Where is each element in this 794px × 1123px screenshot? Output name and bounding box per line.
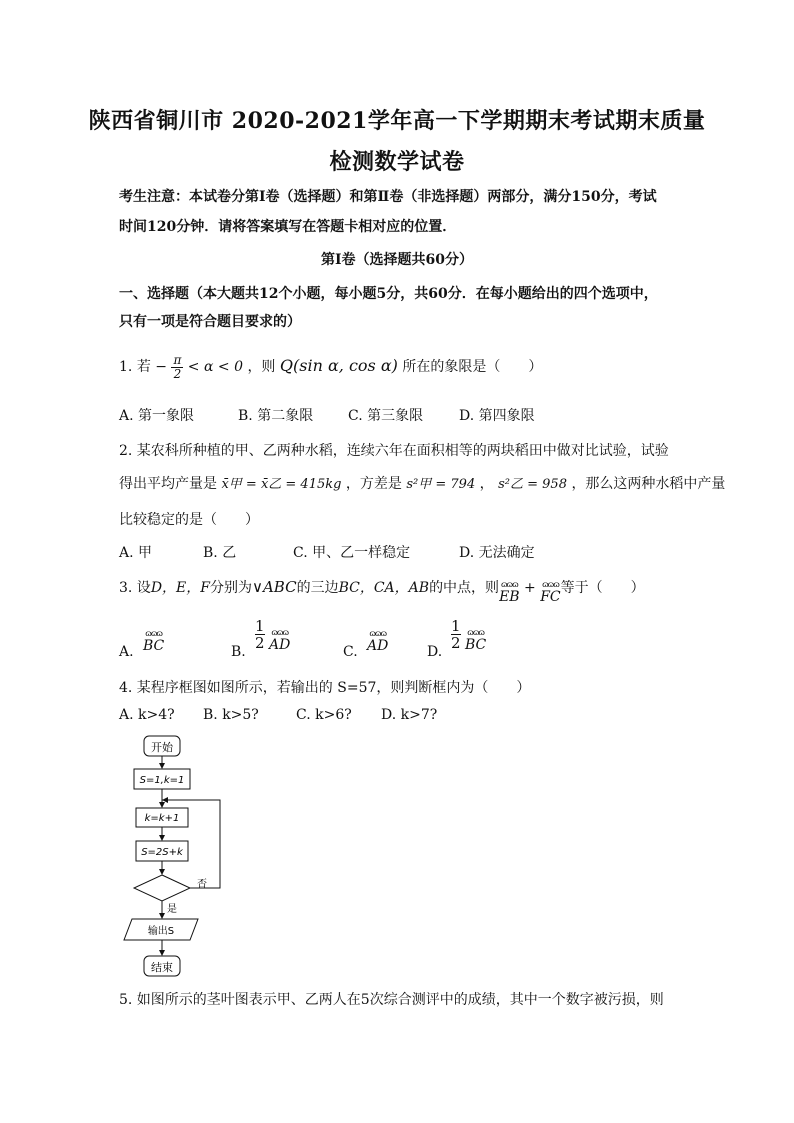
flowchart	[110, 730, 240, 982]
q3-mid2: 的三边	[296, 580, 339, 596]
flow-start-label: 开始	[151, 741, 173, 754]
vector-arrow-icon: ɷɷɷ	[145, 629, 162, 638]
q2-option-b: B. 乙	[203, 545, 237, 561]
q4-option-a: A. k>4?	[119, 707, 175, 723]
q4-option-b: B. k>5?	[203, 707, 259, 723]
q1-option-b: B. 第二象限	[238, 408, 314, 424]
q3-opt-d-vector: ɷɷɷ BC	[465, 628, 487, 653]
q1-pre: 若	[136, 359, 151, 375]
q2-variance-2: s²乙 = 958	[498, 477, 567, 492]
q1-post: 所在的象限是（ ）	[402, 359, 543, 375]
q3-option-b-label: B.	[231, 644, 246, 660]
q1-point: Q(sin α, cos α)	[279, 356, 398, 375]
vector-arrow-icon: ɷɷɷ	[467, 628, 484, 637]
flow-init-label: S=1,k=1	[139, 775, 185, 786]
q1-fraction	[171, 354, 183, 381]
flow-step2-label: S=2S+k	[141, 847, 183, 858]
q3-option-a-label: A.	[119, 644, 134, 660]
q4-option-c: C. k>6?	[296, 707, 352, 723]
q3-plus: +	[524, 580, 536, 596]
q2-option-a: A. 甲	[119, 545, 153, 561]
q1-cond-rest: < α < 0	[187, 359, 243, 375]
question-3	[119, 572, 679, 605]
vector-arrow-icon: ɷɷɷ	[542, 580, 559, 589]
q2-line3: 比较稳定的是（ ）	[119, 512, 259, 528]
part1-heading: 第Ⅰ卷（选择题共60分）	[320, 252, 474, 268]
q1-mid: ，则	[247, 359, 276, 375]
q3-opt-b-fraction: $\frac{1}{2}$	[255, 617, 265, 652]
flow-step1-label: k=k+1	[144, 813, 180, 824]
exam-title-line2: 检测数学试卷	[329, 149, 465, 175]
q3-mid1: 分别为	[209, 580, 252, 596]
exam-title-line1: 陕西省铜川市 2020-2021学年高一下学期期末考试期末质量	[88, 108, 706, 134]
q2-option-c: C. 甲、乙一样稳定	[293, 545, 411, 561]
q3-vector-eb: ɷɷɷ EB	[499, 580, 520, 605]
q3-vars: D，E，F	[150, 580, 210, 596]
q1-number: 1.	[119, 359, 133, 375]
q4-option-d: D. k>7?	[381, 707, 438, 723]
q1-cond-minus: −	[155, 359, 167, 375]
q3-option-b	[255, 618, 290, 651]
q1-frac-num: π	[173, 352, 182, 367]
vector-arrow-icon: ɷɷɷ	[369, 629, 387, 638]
q2-line2-post: ，那么这两种水稻中产量	[571, 476, 726, 492]
q1-option-a: A. 第一象限	[119, 408, 195, 424]
flow-yes-label: 是	[167, 904, 177, 915]
q3-option-d-label: D.	[427, 644, 443, 660]
q3-opt-c-vector: ɷɷɷ AD	[367, 629, 389, 654]
q2-variance-1: s²甲 = 794	[406, 477, 476, 492]
q3-opt-a-vector: ɷɷɷ BC	[143, 629, 165, 654]
q2-option-d: D. 无法确定	[459, 545, 535, 561]
q3-option-a	[143, 628, 164, 652]
flow-end-label: 结束	[151, 961, 173, 974]
q1-frac-den: 2	[173, 366, 182, 381]
section1-line2: 只有一项是符合题目要求的）	[119, 314, 301, 330]
q3-triangle: ∨ABC	[251, 578, 297, 596]
flow-no-label: 否	[197, 879, 207, 890]
q2-line2-pre: 得出平均产量是	[119, 476, 217, 492]
q2-line1: 2. 某农科所种植的甲、乙两种水稻，连续六年在面积相等的两块稻田中做对比试验，试验	[119, 443, 669, 459]
q3-pre: 3. 设	[119, 580, 151, 596]
vector-arrow-icon: ɷɷɷ	[271, 628, 289, 637]
question-1	[119, 348, 679, 384]
q3-opt-b-vector: ɷɷɷ AD	[269, 628, 291, 653]
flow-decision-diamond	[134, 875, 190, 901]
notice-line2: 时间120分钟．请将答案填写在答题卡相对应的位置．	[119, 219, 457, 235]
q2-line2	[119, 472, 726, 497]
q4-line: 4. 某程序框图如图所示，若输出的 S=57，则判断框内为（ ）	[119, 680, 531, 696]
q3-sides: BC，CA，AB	[338, 580, 430, 596]
q3-option-c-label: C.	[343, 644, 358, 660]
q3-post: 等于（ ）	[560, 580, 645, 596]
vector-arrow-icon: ɷɷɷ	[500, 580, 518, 589]
q1-option-c: C. 第三象限	[348, 408, 424, 424]
q1-option-d: D. 第四象限	[459, 408, 535, 424]
q3-opt-d-fraction: $\frac{1}{2}$	[451, 617, 461, 652]
q3-mid3: 的中点，则	[429, 580, 500, 596]
q3-option-c	[367, 628, 388, 652]
q2-line2-mid: ，方差是	[345, 476, 402, 492]
q2-mean-expr: x̄甲 = x̄乙 = 415kg	[221, 477, 342, 492]
q2-sep: ，	[479, 476, 494, 492]
notice-line1: 考生注意：本试卷分第Ⅰ卷（选择题）和第Ⅱ卷（非选择题）两部分，满分150分，考试	[119, 189, 657, 205]
q3-vector-fc: ɷɷɷ FC	[540, 580, 561, 605]
flow-output-label: 输出S	[147, 926, 175, 937]
q3-option-d	[451, 618, 486, 651]
q5-line: 5. 如图所示的茎叶图表示甲、乙两人在5次综合测评中的成绩，其中一个数字被污损，则	[119, 992, 664, 1008]
section1-line1: 一、选择题（本大题共12个小题，每小题5分，共60分．在每小题给出的四个选项中，	[119, 286, 658, 302]
